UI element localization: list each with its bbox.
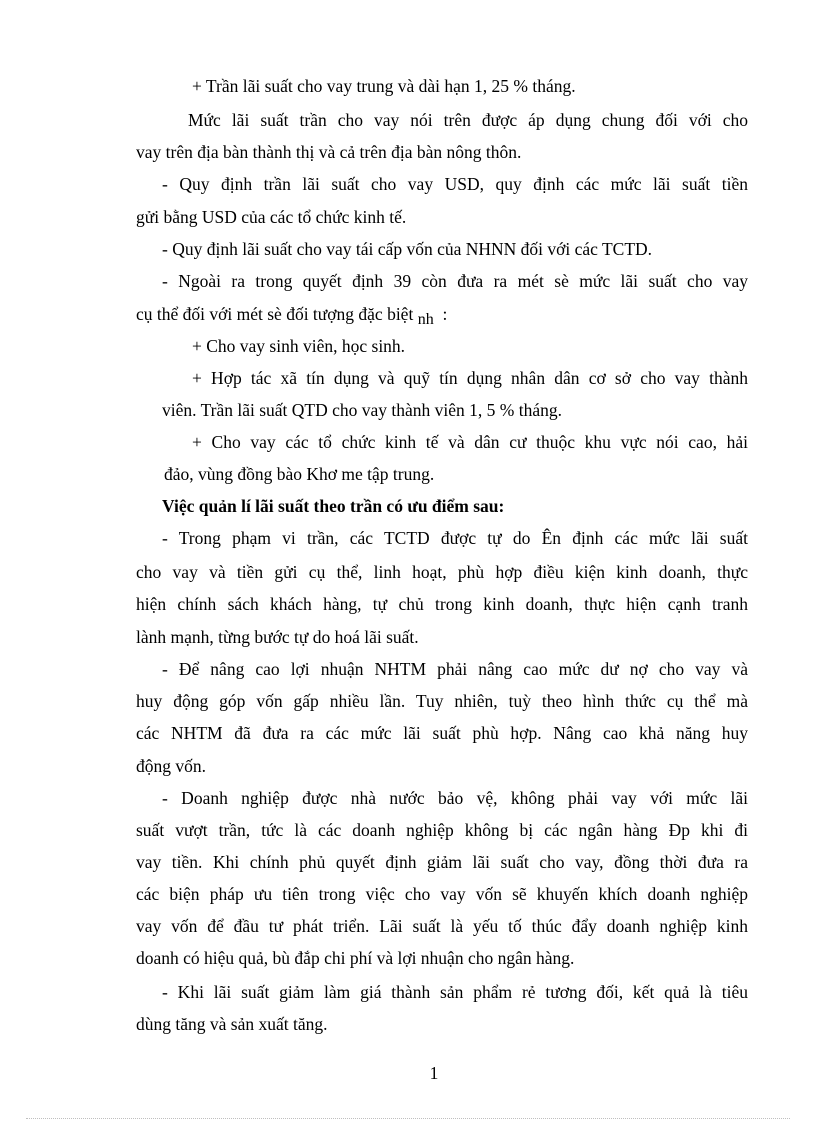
text-line [136, 303, 447, 327]
text-line: - Để nâng cao lợi nhuận NHTM phải nâng cao mức dư nợ cho vay và [162, 659, 748, 679]
text-line: + Hợp tác xã tín dụng và quỹ tín dụng nhân dân cơ sở cho vay thành [192, 368, 748, 388]
text-line: + Cho vay các tổ chức kinh tế và dân cư thuộc khu vực nói cao, hải [192, 432, 748, 452]
text-line: - Doanh nghiệp được nhà nước bảo vệ, không phải vay với mức lãi [162, 788, 748, 808]
text-line: Mức lãi suất trần cho vay nói trên được áp dụng chung đối với cho [188, 110, 748, 130]
text-line: - Quy định trần lãi suất cho vay USD, quy định các mức lãi suất tiền [162, 174, 748, 194]
text-line: + Cho vay sinh viên, học sinh. [192, 336, 406, 356]
text-line: vay tiền. Khi chính phủ quyết định giảm lãi suất cho vay, đồng thời đưa ra [136, 852, 748, 872]
text-line: - Ngoài ra trong quyết định 39 còn đưa ra mét sè mức lãi suất cho vay [162, 271, 748, 291]
section-heading: Việc quản lí lãi suất theo trần có ưu điểm sau: [162, 496, 505, 516]
text-fragment: cụ thể đối với mét sè đối tượng đặc biệt [136, 304, 414, 324]
page-bottom-divider [26, 1118, 790, 1119]
text-line: vay trên địa bàn thành thị và cả trên địa bàn nông thôn. [136, 142, 522, 162]
text-fragment-sub: nh [417, 311, 434, 328]
text-line: - Trong phạm vi trần, các TCTD được tự do Ên định các mức lãi suất [162, 528, 748, 548]
text-line: vay vốn để đầu tư phát triển. Lãi suất là yếu tố thúc đẩy doanh nghiệp kinh [136, 916, 748, 936]
text-line: viên. Trần lãi suất QTD cho vay thành viên 1, 5 % tháng. [162, 400, 563, 420]
text-line: suất vượt trần, tức là các doanh nghiệp không bị các ngân hàng Ðp khi đi [136, 820, 748, 840]
text-line: gửi bằng USD của các tổ chức kinh tế. [136, 207, 407, 227]
text-line: các NHTM đã đưa ra các mức lãi suất phù hợp. Nâng cao khả năng huy [136, 723, 748, 743]
text-line: động vốn. [136, 756, 206, 776]
text-line: cho vay và tiền gửi cụ thể, linh hoạt, phù hợp điều kiện kinh doanh, thực [136, 562, 748, 582]
text-line: - Quy định lãi suất cho vay tái cấp vốn của NHNN đối với các TCTD. [162, 239, 653, 259]
text-line: dùng tăng và sản xuất tăng. [136, 1014, 328, 1034]
text-line: - Khi lãi suất giảm làm giá thành sản phẩm rẻ tương đối, kết quả là tiêu [162, 982, 748, 1002]
text-line: các biện pháp ưu tiên trong việc cho vay vốn sẽ khuyến khích doanh nghiệp [136, 884, 748, 904]
text-line: lành mạnh, từng bước tự do hoá lãi suất. [136, 627, 419, 647]
text-line: đảo, vùng đồng bào Khơ me tập trung. [164, 464, 435, 484]
text-line: hiện chính sách khách hàng, tự chủ trong kinh doanh, thực hiện cạnh tranh [136, 594, 748, 614]
text-line: huy động góp vốn gấp nhiều lần. Tuy nhiên, tuỳ theo hình thức cụ thể mà [136, 691, 748, 711]
text-fragment-colon: : [442, 304, 448, 324]
text-line: + Trần lãi suất cho vay trung và dài hạn 1, 25 % tháng. [192, 76, 576, 96]
text-line: doanh có hiệu quả, bù đắp chi phí và lợi nhuận cho ngân hàng. [136, 948, 575, 968]
page-number: 1 [429, 1063, 439, 1083]
